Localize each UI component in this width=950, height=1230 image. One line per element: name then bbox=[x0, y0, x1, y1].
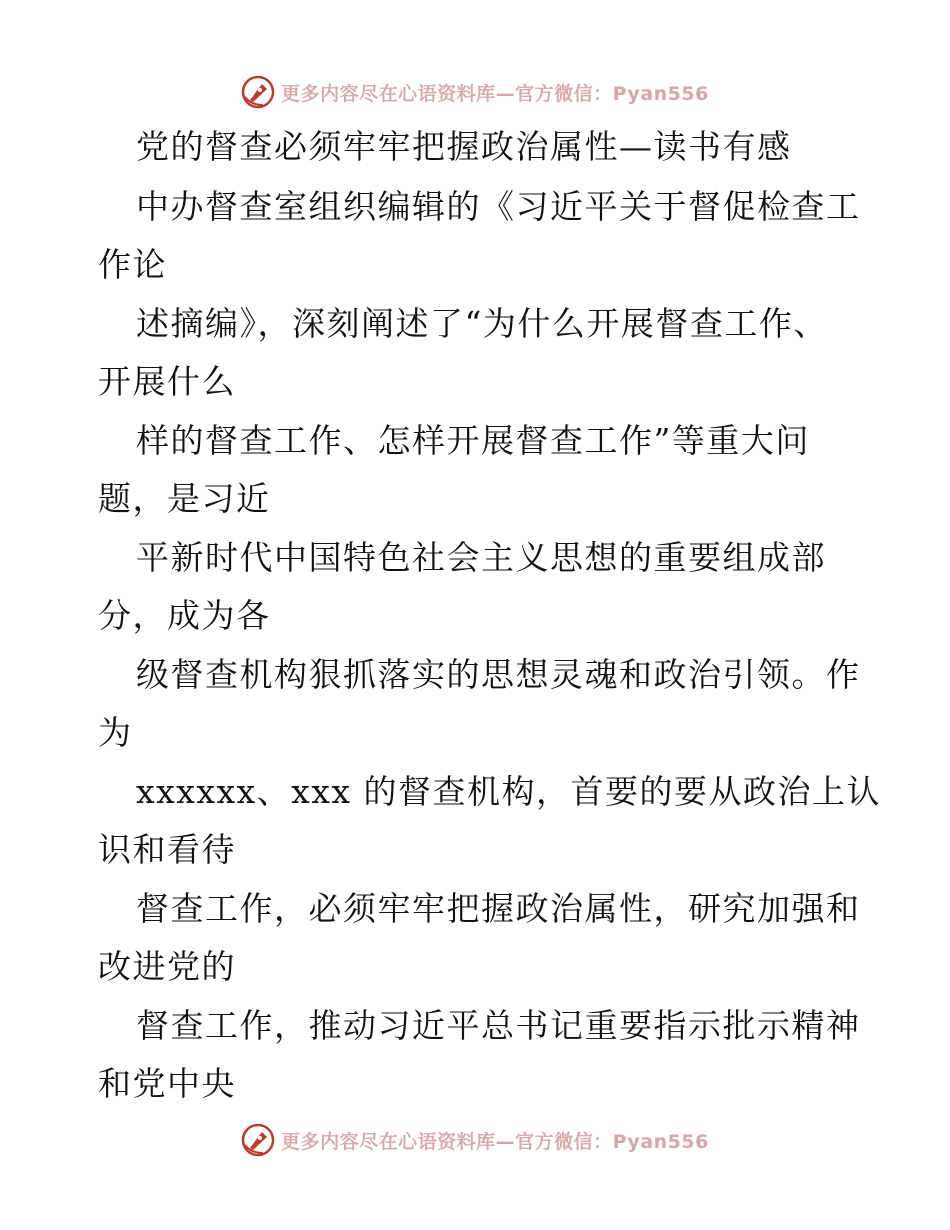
paragraph-line: 平新时代中国特色社会主义思想的重要组成部 bbox=[136, 538, 826, 577]
paragraph-line: 和党中央 bbox=[98, 1064, 236, 1103]
paragraph-line: 督查工作，必须牢牢把握政治属性，研究加强和 bbox=[136, 889, 861, 928]
paragraph-line: 作论 bbox=[98, 245, 167, 284]
paragraph-line: 识和看待 bbox=[98, 830, 236, 869]
watermark-text: 更多内容尽在心语资料库—官方微信：Pyan556 bbox=[281, 82, 709, 105]
paragraph-line: xxxxxx、xxx 的督查机构，首要的要从政治上认 bbox=[136, 772, 881, 811]
paragraph-line: 题，是习近 bbox=[98, 479, 271, 518]
watermark-text: 更多内容尽在心语资料库—官方微信：Pyan556 bbox=[281, 1130, 709, 1153]
paragraph-line: 督查工作，推动习近平总书记重要指示批示精神 bbox=[136, 1006, 861, 1045]
header-watermark bbox=[0, 72, 950, 112]
pen-nib-logo-icon bbox=[241, 1123, 275, 1157]
paragraph-line: 述摘编》，深刻阐述了“为什么开展督查工作、 bbox=[136, 304, 828, 343]
paragraph-line: 为 bbox=[98, 713, 133, 752]
paragraph-line: 开展什么 bbox=[98, 362, 236, 401]
paragraph-line: 分，成为各 bbox=[98, 596, 271, 635]
document-title: 党的督查必须牢牢把握政治属性—读书有感 bbox=[136, 127, 792, 166]
footer-watermark bbox=[0, 1120, 950, 1160]
paragraph-line: 样的督查工作、怎样开展督查工作”等重大问 bbox=[136, 421, 810, 460]
paragraph-line: 级督查机构狠抓落实的思想灵魂和政治引领。作 bbox=[136, 655, 861, 694]
pen-nib-logo-icon bbox=[241, 75, 275, 109]
paragraph-line: 改进党的 bbox=[98, 947, 236, 986]
paragraph-line: 中办督查室组织编辑的《习近平关于督促检查工 bbox=[136, 187, 861, 226]
